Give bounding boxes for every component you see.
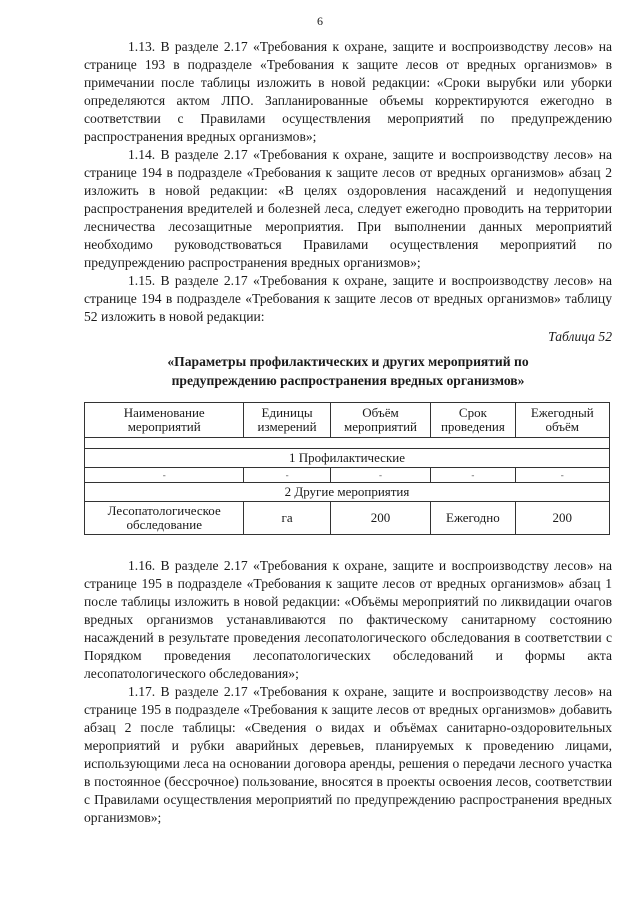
paragraph-1-15: 1.15. В разделе 2.17 «Требования к охране, защите и воспроизводству лесов» на странице 194 в подразделе «Требования к защите лесов от вредных организмов» таблицу 52 изложить в новой редакции: xyxy=(84,273,612,324)
header-text: проведения xyxy=(440,419,505,434)
header-text: Наименование xyxy=(123,405,205,420)
table-cell: 200 xyxy=(330,502,431,535)
table-cell: Ежегодно xyxy=(431,502,515,535)
table-row xyxy=(85,502,610,535)
header-text: объём xyxy=(545,419,580,434)
table-label: Таблица 52 xyxy=(548,329,612,344)
table-title xyxy=(84,352,612,390)
table-header-row xyxy=(85,403,610,438)
paragraph-1-16: 1.16. В разделе 2.17 «Требования к охране, защите и воспроизводству лесов» на странице 195 в подразделе «Требования к защите лесов от вредных организмов» абзац 1 после таблицы изложить в новой редакции: «Объёмы мероприятий по ликвидации очагов вредных организмов устанавливаются по фактическому санитарному состоянию насаждений в результате проведения лесопатологического обследования в соответствии с Порядком проведения лесопатологических обследований и формы акта лесопатологического обследования»; xyxy=(84,558,612,681)
document-body xyxy=(84,38,612,827)
paragraph-1-13: 1.13. В разделе 2.17 «Требования к охране, защите и воспроизводству лесов» на странице 193 в подразделе «Требования к защите лесов от вредных организмов» в примечании после таблицы изложить в новой редакции: «Сроки вырубки или уборки определяются актом ЛПО. Запланированные объемы корректируются ежегодно в соответствии с Правилами осуществления мероприятий по предупреждению распространения вредных организмов»; xyxy=(84,39,612,144)
section-cell: 2 Другие мероприятия xyxy=(85,483,610,502)
header-cell xyxy=(85,403,244,438)
table-cell: - xyxy=(330,468,431,483)
table-spacer-row xyxy=(85,438,610,449)
table-title-line-2: предупреждению распространения вредных организмов» xyxy=(171,373,525,388)
table-cell: - xyxy=(515,468,609,483)
header-text: Срок xyxy=(458,405,487,420)
section-cell: 1 Профилактические xyxy=(85,449,610,468)
header-text: мероприятий xyxy=(127,419,201,434)
header-cell xyxy=(431,403,515,438)
table-cell: - xyxy=(431,468,515,483)
page-number: 6 xyxy=(317,14,323,28)
paragraph-1-14: 1.14. В разделе 2.17 «Требования к охране, защите и воспроизводству лесов» на странице 194 в подразделе «Требования к защите лесов от вредных организмов» абзац 2 изложить в новой редакции: «В целях оздоровления насаждений и недопущения распространения вредителей и болезней леса, следует ежегодно проводить на территории лесничества лесозащитные мероприятия. При выполнении данных мероприятий необходимо руководствоваться Правилами осуществления мероприятий по предупреждению распространения вредных организмов»; xyxy=(84,147,612,270)
table-cell xyxy=(85,502,244,535)
header-text: Единицы xyxy=(261,405,313,420)
header-text: Ежегодный xyxy=(530,405,594,420)
header-text: измерений xyxy=(257,419,317,434)
table-row xyxy=(85,468,610,483)
table-cell: га xyxy=(244,502,330,535)
header-cell xyxy=(330,403,431,438)
table-title-line-1: «Параметры профилактических и других мероприятий по xyxy=(167,354,529,369)
header-cell xyxy=(244,403,330,438)
cell-text: обследование xyxy=(126,517,202,532)
paragraph-1-17: 1.17. В разделе 2.17 «Требования к охране, защите и воспроизводству лесов» на странице 195 в подразделе «Требования к защите лесов от вредных организмов» добавить абзац 2 после таблицы: «Сведения о видах и объёмах санитарно-оздоровительных мероприятий и рубки аварийных деревьев, планируемых к проведению лицами, использующими леса на основании договора аренды, решения о передачи лесного участка в постоянное (бессрочное) пользование, вносятся в проекты освоения лесов, соответствии с Правилами осуществления мероприятий по предупреждению распространения вредных организмов»; xyxy=(84,684,612,825)
header-text: мероприятий xyxy=(344,419,417,434)
header-cell xyxy=(515,403,609,438)
spacer-cell xyxy=(85,438,610,449)
table-cell: - xyxy=(85,468,244,483)
table-cell: - xyxy=(244,468,330,483)
header-text: Объём xyxy=(362,405,399,420)
table-section-row xyxy=(85,483,610,502)
table-cell: 200 xyxy=(515,502,609,535)
cell-text: Лесопатологическое xyxy=(107,503,221,518)
table-section-row xyxy=(85,449,610,468)
parameters-table xyxy=(84,402,610,535)
